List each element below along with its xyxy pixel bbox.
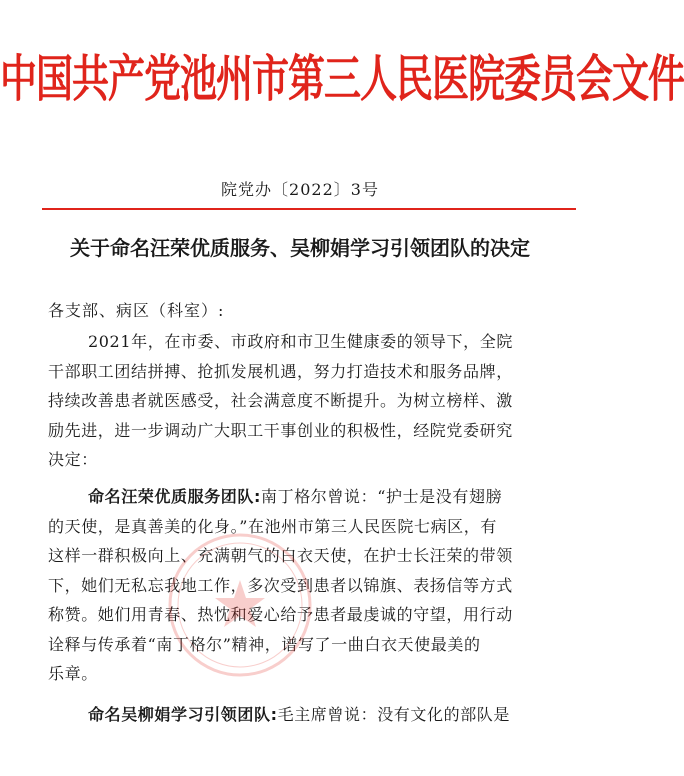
document-masthead: 中国共产党池州市第三人民医院委员会文件 [0, 48, 684, 109]
section-heading: 命名汪荣优质服务团队: [88, 487, 261, 506]
paragraph-line: 诠释与传承着“南丁格尔”精神，谱写了一曲白衣天使最美的 [48, 634, 481, 654]
section-heading: 命名吴柳娟学习引领团队: [88, 705, 278, 724]
document-title: 关于命名汪荣优质服务、吴柳娟学习引领团队的决定 [70, 236, 530, 260]
paragraph-line: 乐章。 [48, 664, 98, 683]
paragraph-first-line [48, 700, 568, 730]
paragraph-team-wu-liujuan [48, 700, 568, 730]
salutation: 各支部、病区（科室）: [48, 301, 225, 320]
paragraph-intro [48, 327, 568, 475]
paragraph-line: 2021年，在市委、市政府和市卫生健康委的领导下，全院 [88, 332, 513, 351]
paragraph-line: 毛主席曾说：没有文化的部队是 [277, 705, 511, 724]
paragraph-line: 的天使，是真善美的化身。”在池州市第三人民医院七病区，有 [48, 516, 497, 536]
document-number: 院党办〔2022〕3号 [221, 180, 379, 199]
paragraph-line: 干部职工团结拼搏、抢抓发展机遇，努力打造技术和服务品牌， [48, 361, 513, 381]
paragraph-line: 下，她们无私忘我地工作，多次受到患者以锦旗、表扬信等方式 [48, 575, 513, 595]
paragraph-line: 持续改善患者就医感受，社会满意度不断提升。为树立榜样、激 [48, 391, 513, 410]
paragraph-first-line [48, 482, 568, 512]
paragraph-line: 这样一群积极向上、充满朝气的白衣天使，在护士长汪荣的带领 [48, 546, 513, 565]
paragraph-line: 南丁格尔曾说：“护士是没有翅膀 [261, 487, 503, 506]
paragraph-line: 称赞。她们用青春、热忱和爱心给予患者最虔诚的守望，用行动 [48, 605, 513, 624]
paragraph-team-wang-rong [48, 482, 568, 689]
paragraph-line: 励先进，进一步调动广大职工干事创业的积极性，经院党委研究 [48, 420, 513, 440]
paragraph-line: 决定： [48, 450, 98, 469]
red-divider-line [42, 208, 576, 210]
